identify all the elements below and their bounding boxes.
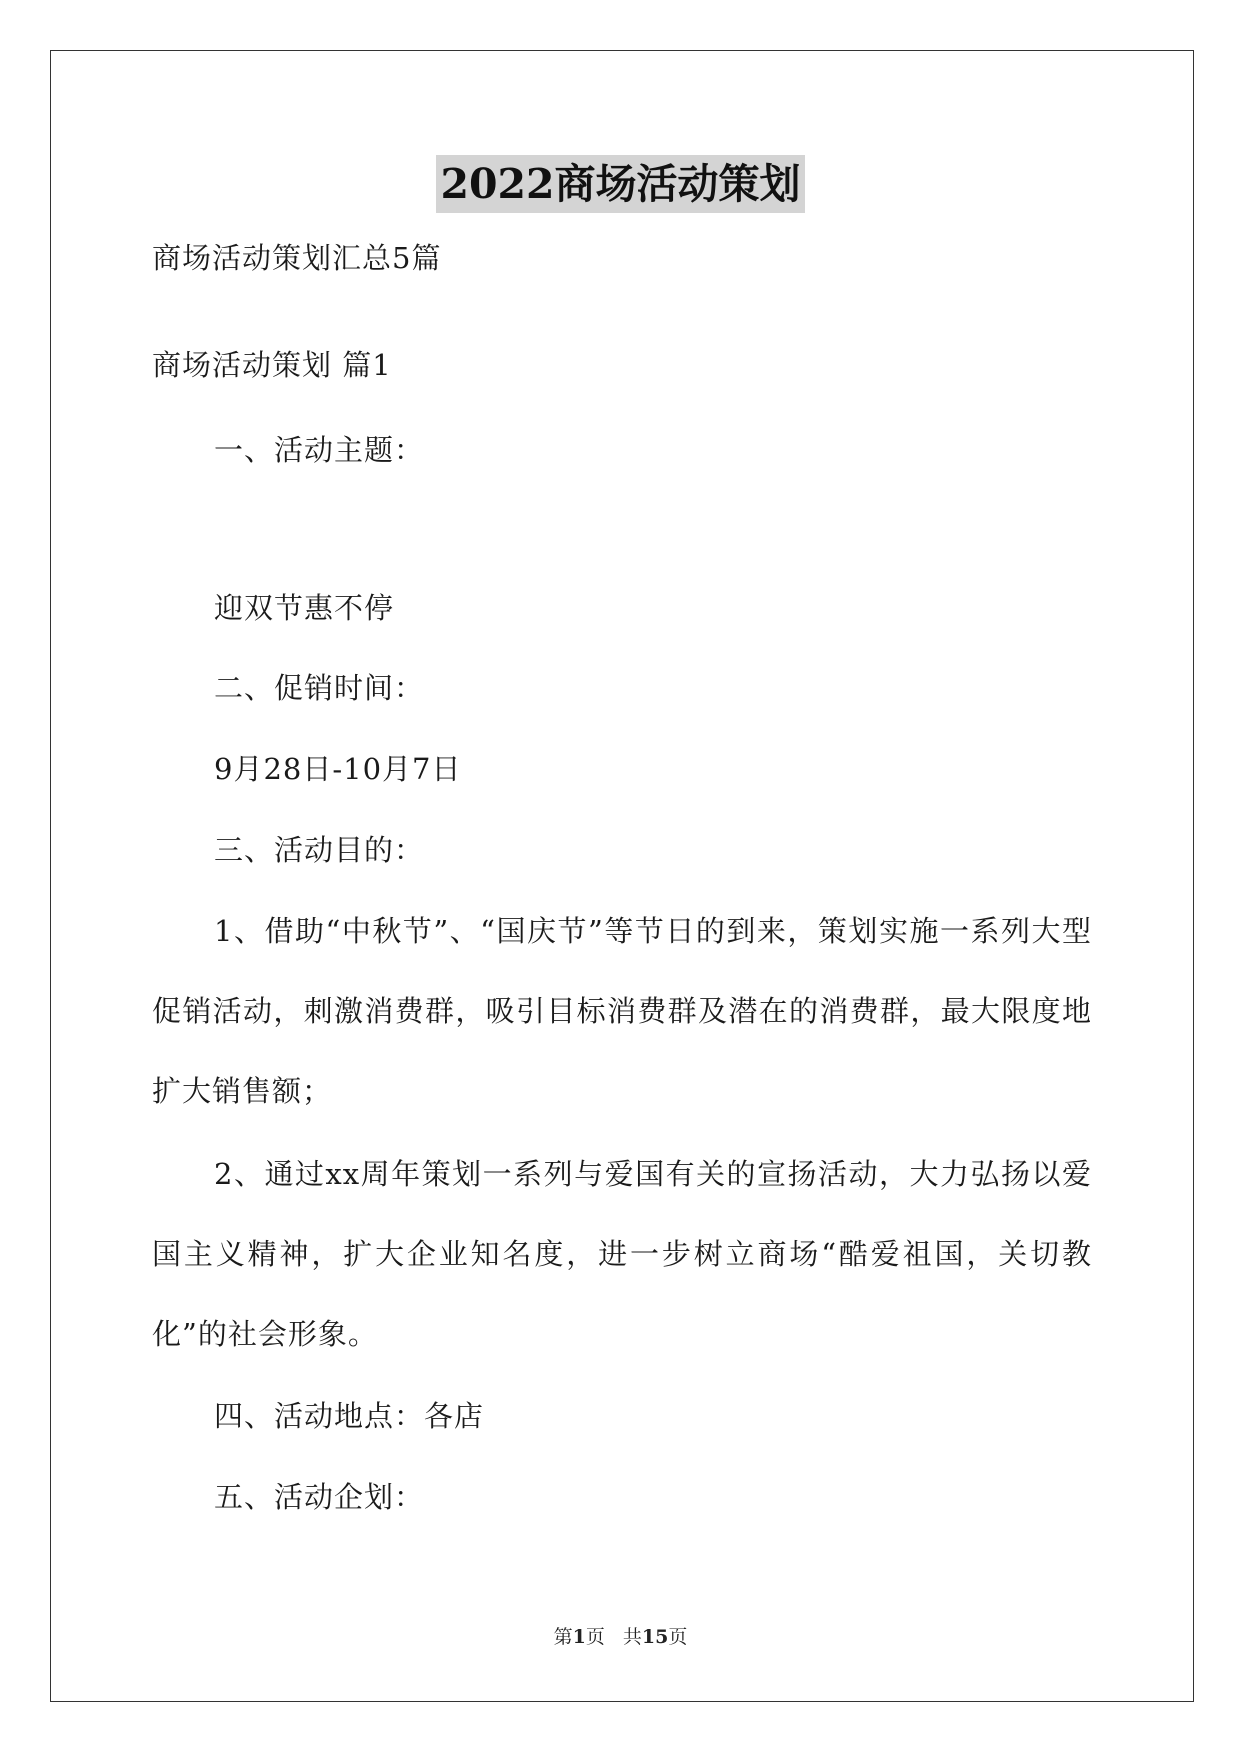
footer-page-mid: 页	[585, 1626, 605, 1648]
footer-total-suffix: 页	[668, 1626, 688, 1648]
time-heading: 二、促销时间：	[214, 671, 425, 705]
title-container	[0, 155, 1241, 213]
document-subtitle: 商场活动策划汇总5篇	[152, 241, 442, 275]
footer-page-current: 1	[572, 1626, 586, 1648]
footer-total-prefix: 共	[622, 1626, 642, 1648]
page-border	[50, 50, 1194, 1702]
plan-heading: 五、活动企划：	[214, 1480, 425, 1514]
purpose-paragraph-1: 1、借助“中秋节”、“国庆节”等节日的到来，策划实施一系列大型促销活动，刺激消费群，吸引目标消费群及潜在的消费群，最大限度地扩大销售额；	[152, 914, 1092, 1108]
theme-heading: 一、活动主题：	[214, 433, 425, 467]
page-footer	[0, 1624, 1241, 1650]
location-line: 四、活动地点：各店	[214, 1399, 485, 1433]
purpose-paragraph-2: 2、通过xx周年策划一系列与爱国有关的宣扬活动，大力弘扬以爱国主义精神，扩大企业知名度，进一步树立商场“酷爱祖国，关切教化”的社会形象。	[152, 1157, 1092, 1351]
theme-value: 迎双节惠不停	[214, 591, 395, 625]
footer-page-total: 15	[641, 1626, 669, 1648]
footer-page-prefix: 第	[553, 1626, 573, 1648]
section-heading: 商场活动策划 篇1	[152, 348, 392, 382]
time-value: 9月28日-10月7日	[214, 752, 462, 786]
document-title: 2022商场活动策划	[436, 155, 804, 213]
purpose-heading: 三、活动目的：	[214, 833, 425, 867]
